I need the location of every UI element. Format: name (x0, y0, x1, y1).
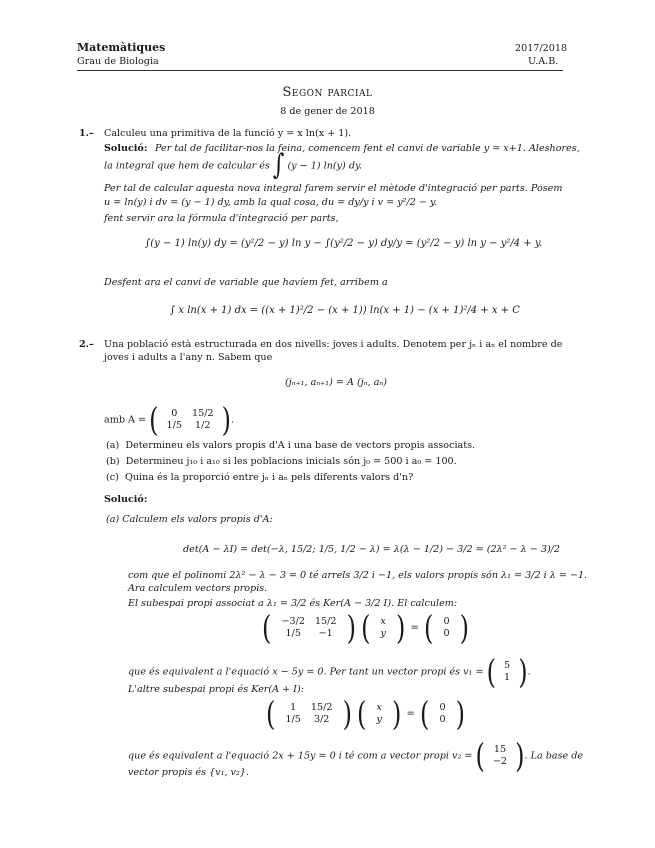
matrix-a-cell: 0 (171, 408, 178, 419)
solution-1-line2-integral: (y − 1) ln(y) dy. (287, 160, 363, 172)
vector-cell: 0 (439, 714, 446, 725)
base-tail-text: . La base de (524, 750, 584, 762)
academic-year: 2017/2018 (515, 43, 568, 54)
question-text: Determineu j₁₀ i a₁₀ si les poblacions inicials són j₀ = 500 i a₀ = 100. (125, 456, 457, 467)
vector-cell: 0 (443, 628, 450, 639)
eigen-system-2 (266, 695, 466, 733)
right-paren: ) (518, 653, 528, 691)
vector-cell: 15 (493, 744, 507, 755)
vector-cell: 0 (439, 702, 446, 713)
vector-v2 (488, 744, 512, 768)
equivalent-eq-1-text: que és equivalent a l'equació x − 5y = 0. Per tant un vector propi és v₁ = (128, 666, 484, 678)
equals-sign: = (410, 622, 419, 634)
left-paren: ( (361, 609, 371, 647)
integral-sign: ∫ (272, 149, 285, 182)
matrix-m1 (276, 616, 341, 640)
degree-name: Grau de Biologia (77, 56, 159, 67)
matrix-a-label: amb A = (104, 414, 147, 426)
vector-xy (372, 702, 387, 726)
problem-1-statement: Calculeu una primitiva de la funció y = x ln(x + 1). (104, 128, 352, 139)
vector-cell: x (380, 616, 386, 627)
header-rule (77, 70, 563, 71)
eigen-system-1 (262, 609, 470, 647)
question-a (106, 440, 475, 452)
other-subspace: L'altre subespai propi és Ker(A + I): (128, 684, 304, 695)
solution-1-label: Solució: (104, 143, 148, 154)
left-paren: ( (475, 737, 485, 775)
eigen-line3: El subespai propi associat a λ₁ = 3/2 és Ker(A − 3/2 I). El calculem: (128, 598, 458, 609)
left-paren: ( (419, 695, 430, 733)
right-paren: ) (396, 609, 406, 647)
question-label: (a) (106, 440, 120, 451)
right-paren: ) (455, 695, 466, 733)
question-text: Quina és la proporció entre jₙ i aₙ pels diferents valors d'n? (124, 472, 414, 483)
matrix-cell: 15/2 (314, 616, 337, 627)
recurrence-system: (jₙ₊₁, aₙ₊₁) = A (jₙ, aₙ) (285, 377, 388, 388)
matrix-cell: −1 (318, 628, 333, 639)
right-paren: ) (221, 401, 231, 439)
solution-1-line2 (104, 149, 363, 182)
left-paren: ( (357, 695, 367, 733)
question-b (106, 456, 457, 468)
problem-2-number: 2.– (79, 339, 94, 350)
parts-line1: Per tal de calcular aquesta nova integral farem servir el mètode d'integració per parts. Posem (104, 183, 563, 194)
equivalent-eq-2-text: que és equivalent a l'equació 2x + 15y = 0 i té com a vector propi v₂ = (128, 750, 473, 762)
eigen-line1: com que el polinomi 2λ² − λ − 3 = 0 té arrels 3/2 i −1, els valors propis són λ₁ = 3/2 i λ = −1. (128, 570, 588, 581)
left-paren: ( (262, 609, 272, 647)
question-label: (c) (106, 472, 119, 483)
matrix-cell: −3/2 (281, 616, 305, 627)
matrix-cell: 1/5 (285, 628, 301, 639)
matrix-m2 (280, 702, 337, 726)
left-paren: ( (266, 695, 276, 733)
vector-cell: 0 (443, 616, 450, 627)
vector-zero (434, 702, 450, 726)
matrix-cell: 1/5 (285, 714, 301, 725)
question-c (106, 472, 413, 484)
vector-xy (376, 616, 391, 640)
right-paren: ) (515, 737, 525, 775)
eigen-line2: Ara calculem vectors propis. (128, 583, 268, 594)
vector-cell: −2 (492, 756, 508, 767)
problem-1-number: 1.– (79, 128, 94, 139)
vector-v1 (499, 660, 515, 684)
problem-2-line2: joves i adults a l'any n. Sabem que (104, 352, 273, 363)
question-text: Determineu els valors propis d'A i una base de vectors propis associats. (125, 440, 476, 451)
page-title: Segon parcial (282, 85, 373, 100)
matrix-cell: 3/2 (313, 714, 330, 725)
parts-line2: u = ln(y) i dv = (y − 1) dy, amb la qual cosa, du = dy/y i v = y²/2 − y. (104, 197, 438, 208)
matrix-a-cell: 15/2 (191, 408, 214, 419)
vector-cell: y (376, 714, 382, 725)
matrix-a-definition: amb A = ( 0 15/2 1/5 1/2 ). (104, 401, 235, 439)
solution-2-label: Solució: (104, 494, 148, 505)
solution-2a-intro: (a) Calculem els valors propis d'A: (106, 514, 273, 525)
question-label: (b) (106, 456, 120, 467)
parts-line3: fent servir ara la fórmula d'integració per parts, (104, 213, 339, 224)
left-paren: ( (486, 653, 496, 691)
left-paren: ( (424, 609, 434, 647)
course-name: Matemàtiques (77, 41, 166, 54)
exam-date: 8 de gener de 2018 (280, 106, 375, 117)
vector-cell: x (376, 702, 382, 713)
right-paren: ) (392, 695, 402, 733)
right-paren: ) (346, 609, 356, 647)
university-name: U.A.B. (528, 56, 559, 67)
determinant-equation: det(A − λI) = det(−λ, 15/2; 1/5, 1/2 − λ) = λ(λ − 1/2) − 3/2 = (2λ² − λ − 3)/2 (183, 544, 561, 555)
right-paren: ) (342, 695, 352, 733)
solution-1-line1: Per tal de facilitar-nos la feina, comencem fent el canvi de variable y = x+1. Aleshores, (155, 143, 580, 154)
basis-statement: vector propis és {v₁, v₂}. (128, 767, 249, 778)
left-paren: ( (149, 401, 159, 439)
matrix-a-cell: 1/5 (166, 420, 182, 431)
matrix-cell: 15/2 (310, 702, 333, 713)
parts-equation: ∫(y − 1) ln(y) dy = (y²/2 − y) ln y − ∫(y²/2 − y) dy/y = (y²/2 − y) ln y − y²/4 + y. (145, 238, 543, 249)
vector-zero (438, 616, 454, 640)
equals-sign: = (406, 708, 415, 720)
solution-1-line2-text: la integral que hem de calcular és (104, 160, 270, 172)
vector-cell: 5 (504, 660, 511, 671)
matrix-a-cell: 1/2 (195, 420, 211, 431)
final-integral-equation: ∫ x ln(x + 1) dx = ((x + 1)²/2 − (x + 1)) ln(x + 1) − (x + 1)²/4 + x + C (170, 305, 520, 316)
vector-cell: y (380, 628, 386, 639)
undo-substitution-text: Desfent ara el canvi de variable que havíem fet, arribem a (104, 277, 388, 288)
vector-cell: 1 (504, 672, 511, 683)
matrix-cell: 1 (290, 702, 297, 713)
equivalent-eq-1: que és equivalent a l'equació x − 5y = 0. Per tant un vector propi és v₁ = ( 5 1 ). (128, 653, 531, 691)
right-paren: ) (459, 609, 470, 647)
problem-2-line1: Una població està estructurada en dos nivells: joves i adults. Denotem per jₙ i aₙ el nombre de (104, 339, 563, 350)
matrix-a (162, 408, 219, 432)
